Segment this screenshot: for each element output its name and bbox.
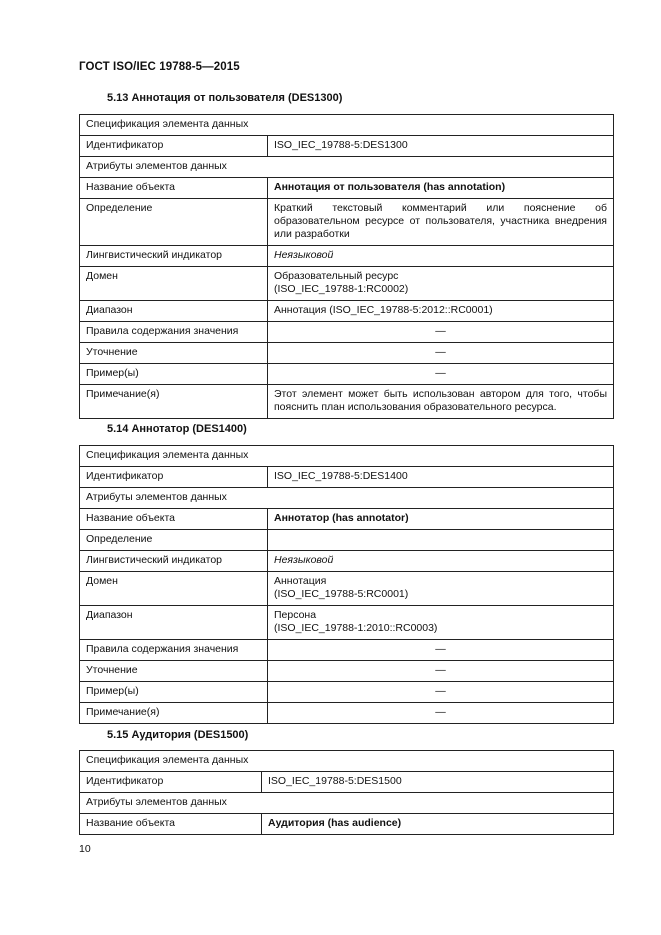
value-line: (ISO_IEC_19788-5:RC0001) (274, 588, 409, 600)
row-value: Краткий текстовый комментарий или пояснение об образовательном ресурсе от пользователя, участника внедрения или разработки (268, 199, 614, 246)
row-value: — (268, 682, 614, 703)
section-title-5-14: 5.14 Аннотатор (DES1400) (107, 423, 247, 435)
table-row (80, 136, 614, 157)
table-row (80, 199, 614, 246)
row-label: Идентификатор (80, 136, 268, 157)
row-label: Примечание(я) (80, 385, 268, 419)
row-value: — (268, 640, 614, 661)
table-row (80, 509, 614, 530)
row-label: Пример(ы) (80, 364, 268, 385)
row-value: ISO_IEC_19788-5:DES1300 (268, 136, 614, 157)
row-value: Аннотатор (has annotator) (268, 509, 614, 530)
value-line: Персона (274, 609, 317, 621)
row-value: Аннотация (ISO_IEC_19788-5:2012::RC0001) (268, 301, 614, 322)
row-label: Название объекта (80, 814, 262, 835)
table-row (80, 446, 614, 467)
row-label: Идентификатор (80, 772, 262, 793)
row-value: — (268, 343, 614, 364)
section-title-5-13: 5.13 Аннотация от пользователя (DES1300) (107, 92, 343, 104)
row-label: Уточнение (80, 661, 268, 682)
table-row (80, 246, 614, 267)
document-header: ГОСТ ISO/IEC 19788-5—2015 (79, 61, 240, 73)
row-heading: Спецификация элемента данных (80, 446, 614, 467)
table-row (80, 682, 614, 703)
table-row (80, 385, 614, 419)
table-row (80, 793, 614, 814)
row-label: Правила содержания значения (80, 322, 268, 343)
table-row (80, 467, 614, 488)
value-line: (ISO_IEC_19788-1:2010::RC0003) (274, 622, 438, 634)
row-label: Диапазон (80, 606, 268, 640)
spec-table-des1400 (79, 445, 614, 724)
row-value: Аудитория (has audience) (262, 814, 614, 835)
row-label: Лингвистический индикатор (80, 551, 268, 572)
row-label: Домен (80, 572, 268, 606)
row-label: Название объекта (80, 178, 268, 199)
table-row (80, 322, 614, 343)
row-label: Идентификатор (80, 467, 268, 488)
row-heading: Атрибуты элементов данных (80, 793, 614, 814)
row-heading: Атрибуты элементов данных (80, 157, 614, 178)
row-value: — (268, 322, 614, 343)
table-row (80, 115, 614, 136)
value-line: Аннотация (274, 575, 327, 587)
value-line: Образовательный ресурс (274, 270, 399, 282)
row-label: Пример(ы) (80, 682, 268, 703)
row-label: Примечание(я) (80, 703, 268, 724)
table-row (80, 751, 614, 772)
row-label: Определение (80, 530, 268, 551)
row-label: Домен (80, 267, 268, 301)
table-row (80, 267, 614, 301)
table-row (80, 640, 614, 661)
row-value: ISO_IEC_19788-5:DES1500 (262, 772, 614, 793)
row-value: — (268, 364, 614, 385)
row-value: ISO_IEC_19788-5:DES1400 (268, 467, 614, 488)
row-heading: Атрибуты элементов данных (80, 488, 614, 509)
table-row (80, 572, 614, 606)
row-label: Правила содержания значения (80, 640, 268, 661)
row-value (268, 530, 614, 551)
row-value (268, 572, 614, 606)
row-value (268, 267, 614, 301)
row-value: Неязыковой (268, 246, 614, 267)
row-label: Уточнение (80, 343, 268, 364)
spec-table-des1300 (79, 114, 614, 419)
row-value: Неязыковой (268, 551, 614, 572)
table-row (80, 343, 614, 364)
table-row (80, 814, 614, 835)
table-row (80, 301, 614, 322)
row-value: — (268, 661, 614, 682)
table-row (80, 488, 614, 509)
row-label: Лингвистический индикатор (80, 246, 268, 267)
row-value (268, 606, 614, 640)
row-label: Название объекта (80, 509, 268, 530)
row-label: Диапазон (80, 301, 268, 322)
spec-table-des1500 (79, 750, 614, 835)
table-row (80, 772, 614, 793)
row-value: — (268, 703, 614, 724)
row-value: Этот элемент может быть использован автором для того, чтобы пояснить план использования образовательного ресурса. (268, 385, 614, 419)
value-line: (ISO_IEC_19788-1:RC0002) (274, 283, 409, 295)
table-row (80, 703, 614, 724)
table-row (80, 661, 614, 682)
section-title-5-15: 5.15 Аудитория (DES1500) (107, 729, 249, 741)
row-heading: Спецификация элемента данных (80, 115, 614, 136)
table-row (80, 606, 614, 640)
table-row (80, 530, 614, 551)
table-row (80, 364, 614, 385)
row-value: Аннотация от пользователя (has annotation) (268, 178, 614, 199)
table-row (80, 157, 614, 178)
row-label: Определение (80, 199, 268, 246)
table-row (80, 178, 614, 199)
table-row (80, 551, 614, 572)
page-number: 10 (79, 843, 91, 855)
row-heading: Спецификация элемента данных (80, 751, 614, 772)
